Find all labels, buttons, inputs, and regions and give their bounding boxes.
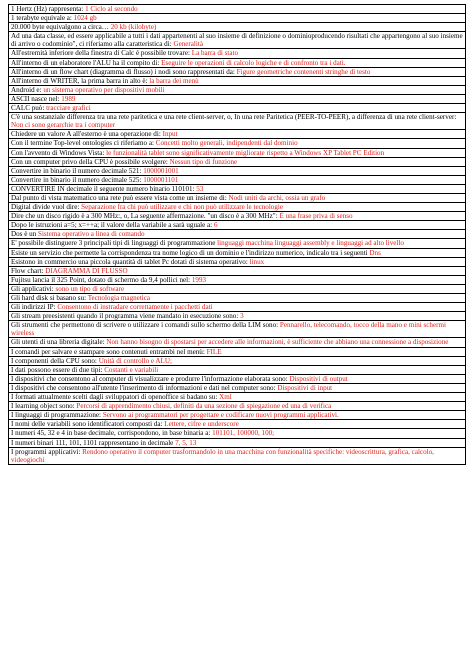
- question-cell: [9, 184, 466, 193]
- question-cell: [9, 212, 466, 221]
- answer-text: 1000001001: [143, 166, 179, 175]
- question-cell: [9, 49, 466, 58]
- answer-text: linux: [249, 257, 265, 266]
- answer-text: Servono ai programmatori per progettare e codificare nuovi programmi applicativi.: [102, 411, 339, 420]
- answer-text: Input: [162, 130, 178, 139]
- question-cell: [9, 130, 466, 139]
- table-row: [9, 402, 466, 411]
- question-text: Convertire in binario il numero decimale 521:: [11, 166, 144, 175]
- question-cell: [9, 113, 466, 130]
- table-row: [9, 374, 466, 383]
- question-text: Esiste un servizio che permette la corrispondenza tra nome logico di un dominio e l'indirizzo numerico, indicalo tra i seguenti: [11, 248, 370, 257]
- answer-text: Lettere, cifre e underscore: [164, 420, 239, 429]
- table-row: [9, 438, 466, 447]
- questions-table: [8, 4, 466, 465]
- table-row: [9, 239, 466, 248]
- table-row: [9, 184, 466, 193]
- table-row: [9, 284, 466, 293]
- answer-text: 6: [213, 221, 218, 230]
- question-cell: [9, 356, 466, 365]
- question-text: Digital divide vuol dire:: [11, 203, 82, 212]
- table-row: [9, 420, 466, 429]
- question-text: Esistono in commercio una piccola quantità di tablet Pc dotati di sistema operativo:: [11, 257, 250, 266]
- question-cell: [9, 157, 466, 166]
- answer-text: sono un tipo di software: [55, 284, 125, 293]
- table-row: [9, 166, 466, 175]
- question-cell: [9, 266, 466, 275]
- question-cell: [9, 338, 466, 347]
- answer-text: La barra di stato: [191, 49, 239, 58]
- question-cell: [9, 166, 466, 175]
- question-cell: [9, 393, 466, 402]
- table-row: [9, 14, 466, 23]
- answer-text: 7, 5, 13: [175, 438, 197, 447]
- question-cell: [9, 312, 466, 321]
- answer-text: 1024 gb: [73, 14, 97, 23]
- question-text: Con un computer privo della CPU è possibile svolgere:: [11, 157, 170, 166]
- answer-text: DIAGRAMMA DI FLUSSO: [45, 266, 128, 275]
- table-row: [9, 139, 466, 148]
- answer-text: Dns: [369, 248, 381, 257]
- table-row: [9, 76, 466, 85]
- table-row: [9, 383, 466, 392]
- table-row: [9, 175, 466, 184]
- question-cell: [9, 303, 466, 312]
- table-row: [9, 275, 466, 284]
- question-text: 1 Hertz (Hz) rappresenta:: [11, 5, 86, 13]
- question-text: I dispositivi che consentono all'utente l'inserimento di informazioni e dati nel computer sono:: [11, 383, 278, 392]
- question-cell: [9, 275, 466, 284]
- question-text: Con il termine Top-level ontologies ci riferiamo a:: [11, 139, 156, 148]
- question-cell: [9, 447, 466, 464]
- answer-text: tracciare grafici: [46, 104, 91, 113]
- question-text: C'è una sostanziale differenza tra una rete paritetica e una rete client-server, o, In una rete Paritetica (PEER-TO-PEER), a differenza di una rete client-server:: [11, 113, 457, 122]
- question-text: 20.000 byte equivalgono a circa…: [11, 23, 111, 32]
- table-row: [9, 212, 466, 221]
- answer-text: Generalità: [173, 40, 203, 49]
- question-text: Gli hard disk si basano su:: [11, 294, 88, 302]
- answer-text: 1 Ciclo al secondo: [85, 5, 138, 13]
- table-row: [9, 148, 466, 157]
- answer-text: Rendono operativo il computer trasformandolo in una macchina con funzionalità specifiche: videoscrittura, grafica, calcolo, videogiochi: [11, 447, 434, 464]
- table-row: [9, 257, 466, 266]
- question-cell: [9, 374, 466, 383]
- table-row: [9, 67, 466, 76]
- answer-text: Figure geometriche contenenti stringhe di testo: [236, 67, 371, 76]
- question-text: All'interno di WRITER, la prima barra in alto è:: [11, 76, 150, 85]
- table-row: [9, 393, 466, 402]
- question-text: Android e:: [11, 85, 44, 94]
- question-text: All'estremità inferiore della finestra di Calc è possibile trovare:: [11, 49, 192, 58]
- answer-text: È una frase priva di senso: [279, 212, 353, 221]
- table-row: [9, 32, 466, 49]
- answer-text: Nessun tipo di funzione: [169, 157, 238, 166]
- answer-text: la barra dei menù: [149, 76, 199, 85]
- question-cell: [9, 365, 466, 374]
- question-cell: [9, 76, 466, 85]
- question-cell: [9, 411, 466, 420]
- question-text: I dispositivi che consentono al computer di visualizzare e produrre l'informazione elaborata sono:: [11, 374, 290, 383]
- question-cell: [9, 139, 466, 148]
- question-cell: [9, 438, 466, 447]
- table-row: [9, 321, 466, 338]
- answer-text: un sistema operativo per dispositivi mobili: [43, 85, 165, 94]
- table-row: [9, 365, 466, 374]
- answer-text: Dispositivi di input: [277, 383, 333, 392]
- question-text: Con l'avvento di Windows Vista:: [11, 148, 107, 157]
- question-cell: [9, 14, 466, 23]
- answer-text: le funzionalità tablet sono significativamente migliorate rispetto a Windows XP Tablet PC Edition: [106, 148, 385, 157]
- question-text: I linguaggi di programmazione:: [11, 411, 103, 420]
- question-cell: [9, 5, 466, 14]
- table-row: [9, 312, 466, 321]
- answer-text: Dispositivi di output: [289, 374, 348, 383]
- question-text: E' possibile distinguere 3 principali tipi di linguaggi di programmazione: [11, 239, 218, 248]
- table-row: [9, 94, 466, 103]
- answer-text: 20 kb (kilobyte): [110, 23, 157, 32]
- answer-text: Xml: [219, 393, 232, 402]
- question-cell: [9, 32, 466, 49]
- question-text: All'interno di un elaboratore l'ALU ha il compito di:: [11, 58, 162, 67]
- answer-text: Non ci sono gerarchie tra i computer: [11, 121, 116, 130]
- question-text: 1 terabyte equivale a:: [11, 14, 74, 23]
- table-row: [9, 49, 466, 58]
- question-text: Chiedere un valore A all'esterno è una operazione di:: [11, 130, 163, 139]
- answer-text: 53: [196, 184, 204, 193]
- question-cell: [9, 347, 466, 356]
- question-cell: [9, 402, 466, 411]
- question-text: I comandi per salvare e stampare sono contenuti entrambi nel menù:: [11, 347, 207, 356]
- table-row: [9, 113, 466, 130]
- answer-text: Tecnologia magnetica: [87, 294, 151, 302]
- question-text: Gli applicativi:: [11, 284, 56, 293]
- answer-text: FILE: [206, 347, 222, 356]
- answer-text: Sistema operativo a linea di comando: [38, 230, 145, 239]
- question-text: Dopo le istruzioni a=5; x=++a; il valore della variabile a sarà uguale a:: [11, 221, 214, 230]
- question-cell: [9, 221, 466, 230]
- answer-text: Non hanno bisogno di spostarsi per accedere alle informazioni, è sufficiente che abbiano una connessione a disposizione: [106, 338, 449, 347]
- table-row: [9, 347, 466, 356]
- table-row: [9, 338, 466, 347]
- answer-text: linguaggi macchina linguaggi assembly e linguaggi ad alto livello: [217, 239, 404, 248]
- question-text: I learning object sono:: [11, 402, 77, 411]
- question-text: I componenti della CPU sono:: [11, 356, 99, 365]
- question-cell: [9, 294, 466, 303]
- answer-text: Concetti molto generali, indipendenti dal dominio: [155, 139, 298, 148]
- table-row: [9, 104, 466, 113]
- table-row: [9, 230, 466, 239]
- answer-text: Percorsi di apprendimento chiusi, definiti da una sezione di spiegazione ed una di verifica: [76, 402, 332, 411]
- question-cell: [9, 257, 466, 266]
- answer-text: Unità di controllo e ALU;: [98, 356, 172, 365]
- answer-text: Eseguire le operazioni di calcolo logiche e di confronto tra i dati.: [161, 58, 346, 67]
- table-row: [9, 411, 466, 420]
- question-text: Flow chart:: [11, 266, 46, 275]
- table-row: [9, 85, 466, 94]
- question-cell: [9, 148, 466, 157]
- table-row: [9, 303, 466, 312]
- table-row: [9, 23, 466, 32]
- question-cell: [9, 104, 466, 113]
- answer-text: 101101, 100000, 100;: [212, 429, 275, 438]
- table-row: [9, 248, 466, 257]
- question-cell: [9, 284, 466, 293]
- question-cell: [9, 321, 466, 338]
- question-cell: [9, 94, 466, 103]
- question-cell: [9, 429, 466, 438]
- table-row: [9, 193, 466, 202]
- question-text: I dati possono essere di due tipi:: [11, 365, 105, 374]
- question-text: Fujitsu lancia il 325 Point, dotato di schermo da 9,4 pollici nel:: [11, 275, 192, 284]
- questions-table-body: [9, 5, 466, 465]
- question-text: CALC può:: [11, 104, 47, 113]
- table-row: [9, 429, 466, 438]
- question-text: I formati attualmente scelti dagli sviluppatori di openoffice si badano su:: [11, 393, 220, 402]
- question-text: Gli indirizzi IP:: [11, 303, 58, 312]
- question-text: Gli strumenti che permettono di scrivere o utilizzare i comandi sullo schermo della LIM sono:: [11, 321, 280, 330]
- question-text: I numeri 45, 32 e 4 in base decimale, corrispondono, in base binaria a:: [11, 429, 213, 438]
- question-text: I programmi applicativi:: [11, 447, 83, 456]
- question-cell: [9, 193, 466, 202]
- question-cell: [9, 383, 466, 392]
- question-text: Gli stream preesistenti quando il programma viene mandato in esecuzione sono:: [11, 312, 241, 321]
- table-row: [9, 447, 466, 464]
- table-row: [9, 130, 466, 139]
- question-text: Dal punto di vista matematico una rete può essere vista come un insieme di:: [11, 193, 229, 202]
- table-row: [9, 294, 466, 303]
- question-cell: [9, 420, 466, 429]
- table-row: [9, 5, 466, 14]
- answer-text: 1000001101: [143, 175, 179, 184]
- question-text: Dire che un disco rigido è a 300 MHz:, o, La seguente affermazione. "un disco è a 300 MHz":: [11, 212, 280, 221]
- table-row: [9, 356, 466, 365]
- answer-text: 1989: [61, 94, 76, 103]
- question-cell: [9, 203, 466, 212]
- question-cell: [9, 230, 466, 239]
- table-row: [9, 157, 466, 166]
- table-row: [9, 58, 466, 67]
- answer-text: Pennarello, telecomando, tocco della mano e mini schermi wireless: [11, 321, 446, 338]
- question-cell: [9, 58, 466, 67]
- question-cell: [9, 67, 466, 76]
- table-row: [9, 221, 466, 230]
- question-text: Gli utenti di una libreria digitale:: [11, 338, 107, 347]
- question-cell: [9, 248, 466, 257]
- table-row: [9, 203, 466, 212]
- table-row: [9, 266, 466, 275]
- answer-text: 3: [240, 312, 244, 321]
- question-text: Ad una data classe, ed essere applicabile a tutti i dati appartenenti al suo insieme di definizione o dominioproducendo risultati che appartengono al suo insieme di arrivo o codominio", ci riferiamo alla caratteristica di:: [11, 32, 463, 49]
- question-cell: [9, 85, 466, 94]
- question-text: All'interno di un flow chart (diagramma di flusso) i nodi sono rappresentati da:: [11, 67, 237, 76]
- question-cell: [9, 175, 466, 184]
- question-text: Convertire in binario il numero decimale 525:: [11, 175, 144, 184]
- answer-text: 1993: [191, 275, 207, 284]
- question-text: I numeri binari 111, 101, 1101 rappresentano in decimale: [11, 438, 176, 447]
- question-text: I nomi delle variabili sono identificatori composti da:: [11, 420, 165, 429]
- question-text: Dos è un: [11, 230, 38, 239]
- answer-text: Consentono di instradare correttamente i pacchetti dati: [57, 303, 213, 312]
- question-text: ASCII nasce nel:: [11, 94, 62, 103]
- answer-text: Separazione fra chi può utilizzare e chi non può utilizzare le tecnologie: [81, 203, 284, 212]
- question-text: CONVERTIRE IN decimale il seguente numero binario 110101:: [11, 184, 197, 193]
- answer-text: Nodi uniti da archi, ossia un grafo: [228, 193, 326, 202]
- answer-text: Costanti e variabili: [104, 365, 159, 374]
- question-cell: [9, 23, 466, 32]
- question-cell: [9, 239, 466, 248]
